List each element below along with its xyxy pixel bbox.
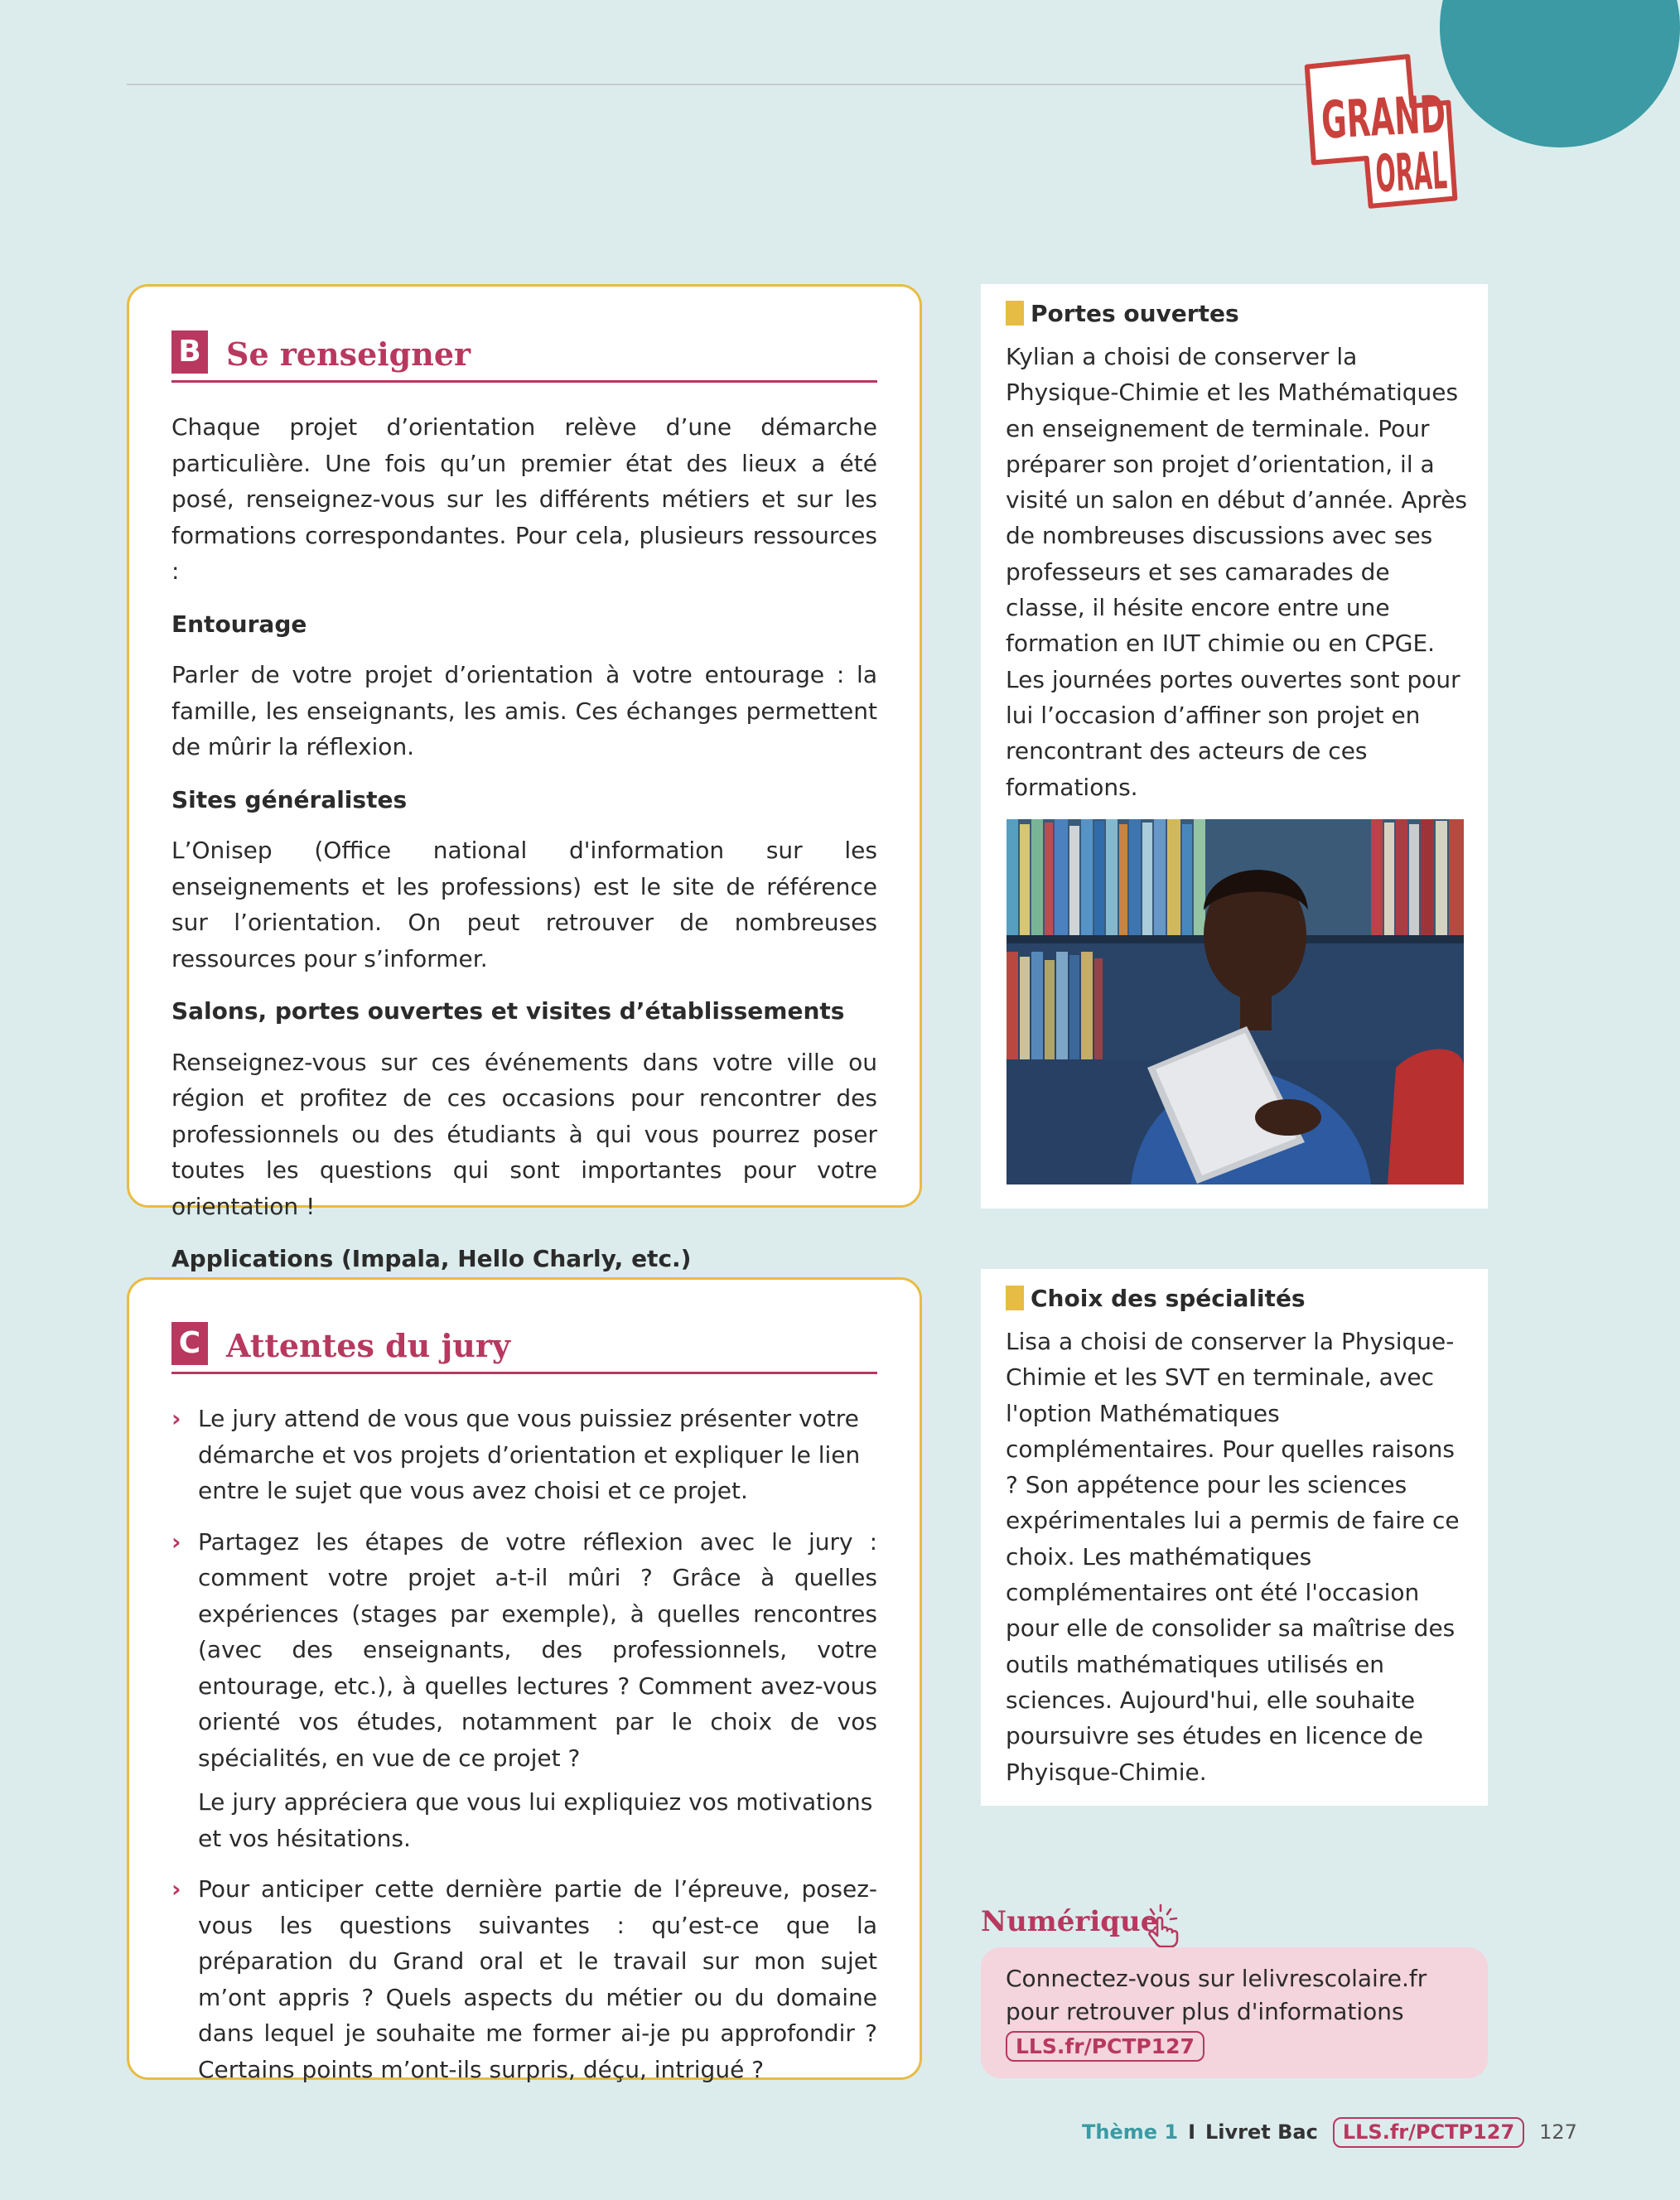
applications-heading: Applications (Impala, Hello Charly, etc.) bbox=[171, 1245, 692, 1272]
portes-ouvertes-title: Portes ouvertes bbox=[1031, 300, 1239, 327]
sites-text: L’Onisep (Office national d'information sur les enseignements et les professions) est le site de référence sur l’orientation. On peut retrouver de nombreuses ressources pour s’informer. bbox=[171, 837, 877, 972]
section-b-title: Se renseigner bbox=[226, 335, 471, 373]
section-b-panel bbox=[127, 284, 922, 1272]
numerique-link[interactable]: LLS.fr/PCTP127 bbox=[1006, 2031, 1204, 2062]
yellow-square-icon bbox=[1006, 301, 1024, 326]
section-c-letter: C bbox=[171, 1322, 208, 1365]
section-b-letter: B bbox=[171, 330, 208, 374]
logo-line1: GRAND bbox=[1320, 80, 1509, 151]
section-c-panel bbox=[127, 1277, 922, 2083]
entourage-heading: Entourage bbox=[171, 610, 307, 638]
chevron-right-icon: › bbox=[171, 1405, 181, 1432]
jury-bullet-2-extra: Le jury appréciera que vous lui expliquiez vos motivations et vos hésitations. bbox=[198, 1788, 873, 1852]
numerique-panel bbox=[981, 1947, 1488, 2078]
section-b-body bbox=[171, 409, 877, 1328]
choix-specialites-title-row bbox=[1006, 1284, 1306, 1314]
header-rule bbox=[127, 84, 1320, 85]
jury-bullet-2 bbox=[171, 1524, 877, 1857]
section-c-body bbox=[171, 1401, 877, 2102]
page-footer bbox=[1082, 2116, 1577, 2149]
section-c-header bbox=[171, 1322, 877, 1374]
jury-bullet-1-text: Le jury attend de vous que vous puissiez présenter votre démarche et vos projets d’orientation et expliquer le lien entre le sujet que vous avez choisi et ce projet. bbox=[198, 1405, 861, 1504]
section-b-header bbox=[171, 330, 877, 383]
section-b-intro: Chaque projet d’orientation relève d’une démarche particulière. Une fois qu’un premier état des lieux a été posé, renseignez-vous sur les différents métiers et sur les formations correspondantes. Pour cela, plusieurs ressources : bbox=[171, 413, 877, 585]
chevron-right-icon: › bbox=[171, 1527, 181, 1556]
pointer-hand-icon bbox=[1137, 1902, 1185, 1950]
chevron-right-icon: › bbox=[171, 1875, 181, 1903]
grand-oral-logo bbox=[1303, 52, 1518, 210]
entourage-text: Parler de votre projet d’orientation à votre entourage : la famille, les enseignants, les amis. Ces échanges permettent de mûrir la réflexion. bbox=[171, 661, 877, 760]
choix-specialites-text: Lisa a choisi de conserver la Physique-Chimie et les SVT en terminale, avec l'option Mathématiques complémentaires. Pour quelles raisons ? Son appétence pour les sciences expérimentales lui a permis de faire ce choix. Les mathématiques complémentaires ont été l'occasion pour elle de consolider sa maîtrise des outils mathématiques utilisés en sciences. Aujourd'hui, elle souhaite poursuivre ses études en licence de Phyisque-Chimie. bbox=[1006, 1328, 1460, 1786]
jury-bullet-3-text: Pour anticiper cette dernière partie de l’épreuve, posez-vous les questions suivantes : qu’est-ce que la préparation du Grand oral et le travail sur mon sujet m’ont appris ? Quels aspects du métier ou du domaine dans lequel je souhaite me former ai-je pu approfondir ? Certains points m’ont-ils surpris, déçu, intrigué ? bbox=[198, 1875, 877, 2083]
choix-specialites-panel bbox=[981, 1269, 1488, 1806]
numerique-text: Connectez-vous sur lelivrescolaire.fr pour retrouver plus d'informations bbox=[1006, 1965, 1427, 2025]
footer-theme: Thème 1 bbox=[1082, 2120, 1179, 2144]
portes-ouvertes-title-row bbox=[1006, 299, 1239, 329]
jury-bullet-1 bbox=[171, 1401, 877, 1509]
footer-link[interactable]: LLS.fr/PCTP127 bbox=[1333, 2117, 1524, 2148]
logo-line2: ORAL bbox=[1373, 136, 1518, 205]
numerique-label: Numérique bbox=[981, 1905, 1159, 1938]
choix-specialites-title: Choix des spécialités bbox=[1031, 1285, 1306, 1312]
portes-ouvertes-text: Kylian a choisi de conserver la Physique-Chimie et les Mathématiques en enseignement de terminale. Pour préparer son projet d’orientation, il a visité un salon en début d’année. Après de nombreuses discussions avec ses professeurs et ses camarades de classe, il hésite encore entre une formation en IUT chimie ou en CPGE. Les journées portes ouvertes sont pour lui l’occasion d’affiner son projet en rencontrant des acteurs de ces formations. bbox=[1006, 343, 1468, 801]
page-number: 127 bbox=[1539, 2120, 1577, 2144]
teal-corner-shape bbox=[1440, 0, 1680, 147]
yellow-square-icon bbox=[1006, 1286, 1024, 1310]
footer-livret: Livret Bac bbox=[1205, 2120, 1318, 2144]
salons-text: Renseignez-vous sur ces événements dans votre ville ou région et profitez de ces occasions pour rencontrer des professionnels ou des étudiants à qui vous pourrez poser toutes les questions qui sont importantes pour votre orientation ! bbox=[171, 1048, 877, 1220]
salons-heading: Salons, portes ouvertes et visites d’établissements bbox=[171, 997, 845, 1025]
numerique-content bbox=[1006, 1962, 1470, 2062]
jury-bullet-3 bbox=[171, 1871, 877, 2087]
sites-heading: Sites généralistes bbox=[171, 785, 408, 813]
section-c-title: Attentes du jury bbox=[226, 1327, 510, 1364]
footer-separator: I bbox=[1188, 2120, 1196, 2144]
jury-bullet-2-text: Partagez les étapes de votre réflexion avec le jury : comment votre projet a-t-il mûri ? Grâce à quelles expériences (stages par exemple), à quelles rencontres (avec des enseignants, des professionnels, votre entourage, etc.), à quelles lectures ? Comment avez-vous orienté vos études, notamment par le choix de vos spécialités, en vue de ce projet ? bbox=[198, 1527, 877, 1772]
student-tablet-photo bbox=[1007, 819, 1464, 1184]
